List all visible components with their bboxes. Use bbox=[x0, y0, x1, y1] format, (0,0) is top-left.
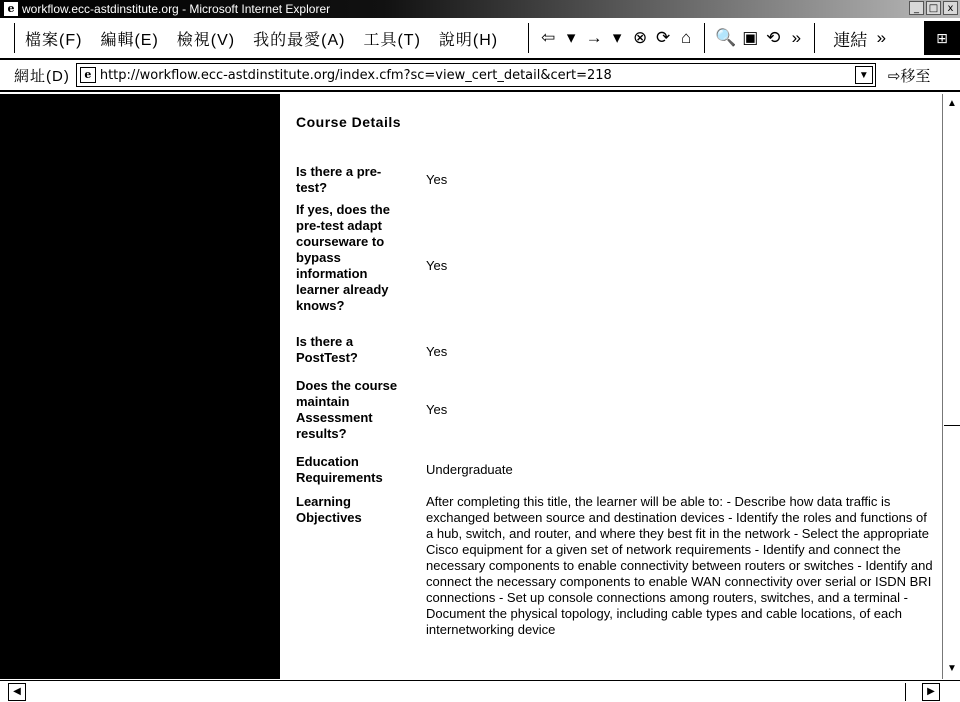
menu-edit[interactable]: 編輯(E) bbox=[100, 31, 159, 49]
menu-grip[interactable] bbox=[14, 23, 17, 53]
refresh-icon[interactable]: ⟳ bbox=[656, 28, 671, 47]
window-title-bar bbox=[0, 0, 960, 18]
detail-row bbox=[280, 454, 942, 486]
stop-icon[interactable]: ⊗ bbox=[633, 28, 648, 47]
scroll-right-arrow-icon[interactable]: ▶ bbox=[922, 683, 940, 701]
detail-value: Yes bbox=[426, 402, 448, 417]
scroll-left-arrow-icon[interactable]: ◀ bbox=[8, 683, 26, 701]
horizontal-scroll-thumb[interactable] bbox=[30, 683, 906, 701]
detail-row bbox=[280, 494, 942, 674]
left-black-panel bbox=[0, 94, 280, 679]
detail-row bbox=[280, 334, 942, 366]
detail-value: Yes bbox=[426, 172, 448, 187]
go-button[interactable] bbox=[888, 65, 931, 86]
detail-label: If yes, does the pre-test adapt courseware to bypass information learner already knows? bbox=[296, 202, 390, 313]
links-separator bbox=[814, 23, 816, 53]
ie-logo-icon: e bbox=[4, 2, 18, 16]
scroll-down-arrow-icon[interactable]: ▼ bbox=[947, 663, 957, 674]
menu-file[interactable]: 檔案(F) bbox=[25, 31, 83, 49]
detail-label: Learning Objectives bbox=[296, 494, 362, 525]
go-arrow-icon: ⇨ bbox=[887, 67, 901, 85]
detail-label: Does the course maintain Assessment results? bbox=[296, 378, 398, 441]
learning-objectives-text: After completing this title, the learner will be able to: - Describe how data traffic is exchanged between source and destination devices - Identify the roles and functions of a hub, switch, and router, and where they best fit in the network - Select the appropriate Cisco equipment for a given set of network requirements - Identify and connect the necessary components to enable connectivity between routers or switches - Identify and connect the necessary components to enable WAN connectivity over serial or ISDN BRI connections - Set up console connections among routers, switches, and a terminal - Document the physical topology, including cable types and cable locations, of each internetworking device bbox=[426, 494, 933, 637]
detail-label: Is there a PostTest? bbox=[296, 334, 358, 365]
back-dropdown-icon[interactable]: ▾ bbox=[566, 28, 576, 47]
detail-value: Undergraduate bbox=[426, 462, 513, 477]
search-icon[interactable]: 🔍 bbox=[715, 28, 737, 47]
horizontal-scrollbar[interactable] bbox=[0, 680, 960, 702]
detail-label: Education Requirements bbox=[296, 454, 383, 485]
links-more-icon[interactable]: » bbox=[876, 28, 887, 47]
minimize-button[interactable]: _ bbox=[909, 1, 924, 15]
menu-tools[interactable]: 工具(T) bbox=[363, 31, 421, 49]
window-controls bbox=[909, 1, 958, 15]
scroll-up-arrow-icon[interactable]: ▲ bbox=[947, 98, 957, 109]
toolbar-more-icon[interactable]: » bbox=[791, 28, 802, 47]
windows-logo-icon: ⊞ bbox=[924, 21, 960, 55]
favorites-icon[interactable]: ▣ bbox=[742, 28, 759, 47]
maximize-button[interactable]: □ bbox=[926, 1, 941, 15]
detail-value: Yes bbox=[426, 344, 448, 359]
links-label[interactable]: 連結 bbox=[833, 30, 868, 50]
toolbar-grip bbox=[528, 23, 530, 53]
history-icon[interactable]: ⟲ bbox=[766, 28, 781, 47]
menu-help[interactable]: 說明(H) bbox=[438, 31, 499, 49]
home-icon[interactable]: ⌂ bbox=[680, 28, 692, 47]
forward-dropdown-icon[interactable]: ▾ bbox=[612, 28, 622, 47]
toolbar-separator bbox=[704, 23, 706, 53]
close-button[interactable]: x bbox=[943, 1, 958, 15]
menu-bar bbox=[0, 18, 960, 60]
go-label: 移至 bbox=[900, 67, 931, 85]
detail-label: Is there a pre-test? bbox=[296, 164, 382, 195]
window-title: workflow.ecc-astdinstitute.org - Microsoft Internet Explorer bbox=[22, 2, 331, 16]
menu-favorites[interactable]: 我的最愛(A) bbox=[253, 31, 346, 49]
address-dropdown-icon[interactable]: ▼ bbox=[855, 66, 873, 84]
course-details-panel bbox=[280, 94, 942, 679]
detail-value: Yes bbox=[426, 258, 448, 273]
detail-row bbox=[280, 202, 942, 330]
vertical-scroll-thumb[interactable] bbox=[944, 146, 960, 426]
address-bar bbox=[0, 60, 960, 92]
detail-row bbox=[280, 164, 942, 196]
menu-view[interactable]: 檢視(V) bbox=[176, 31, 236, 49]
vertical-scrollbar[interactable] bbox=[942, 94, 960, 679]
section-title: Course Details bbox=[296, 114, 402, 130]
address-label: 網址(D) bbox=[14, 67, 70, 85]
detail-row bbox=[280, 378, 942, 442]
forward-arrow-icon[interactable]: → bbox=[585, 28, 603, 47]
page-icon: e bbox=[80, 67, 96, 83]
address-url[interactable]: http://workflow.ecc-astdinstitute.org/index.cfm?sc=view_cert_detail&cert=218 bbox=[99, 67, 612, 83]
back-arrow-icon[interactable]: ⇦ bbox=[541, 28, 556, 47]
standard-toolbar bbox=[524, 23, 890, 53]
page-viewport bbox=[0, 94, 942, 679]
address-input[interactable] bbox=[76, 63, 876, 87]
